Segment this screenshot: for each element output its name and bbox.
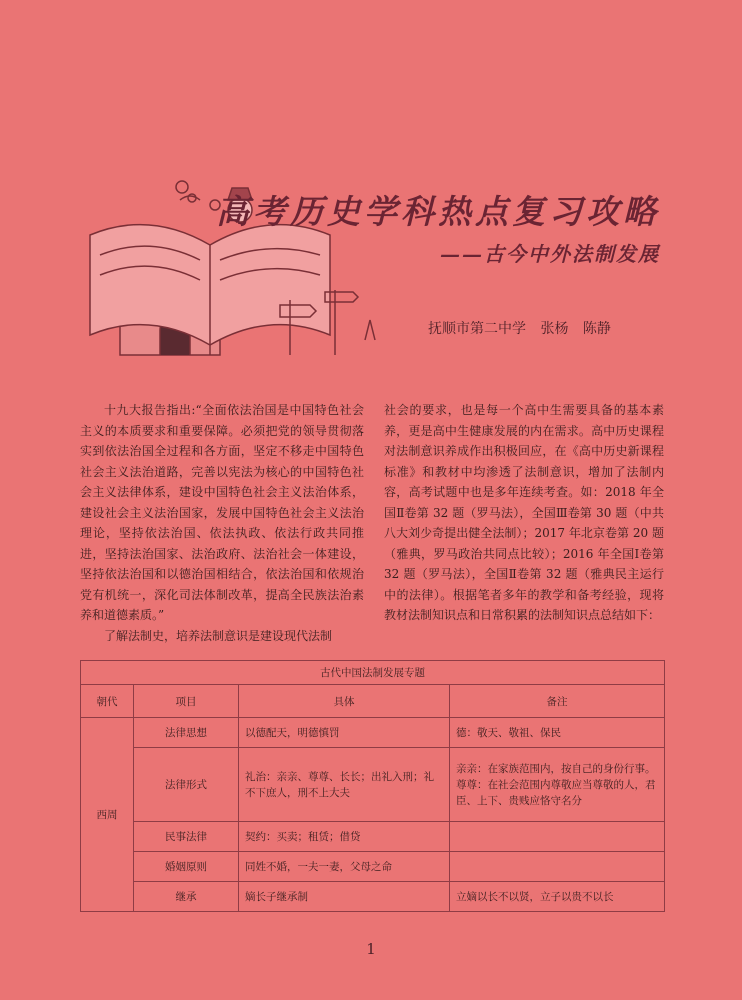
table-header-detail: 具体 [239,685,450,718]
note-cell: 德：敬天、敬祖、保民 [450,718,665,748]
book-castle-illustration [80,140,380,370]
item-cell: 继承 [134,882,239,912]
page-title: 高考历史学科热点复习攻略 [216,192,660,231]
note-cell: 亲亲：在家族范围内，按自己的身份行事。尊尊：在社会范围内尊敬应当尊敬的人，君臣、上下、贵贱应恪守名分 [450,748,665,822]
table-header-era: 朝代 [81,685,134,718]
table-row [81,822,665,852]
table-row [81,718,665,748]
paragraph: 了解法制史，培养法制意识是建设现代法制 [104,628,333,643]
table-row [81,852,665,882]
detail-cell: 嫡长子继承制 [239,882,450,912]
detail-cell: 礼治：亲亲、尊尊、长长；出礼入刑；礼不下庶人，刑不上大夫 [239,748,450,822]
detail-cell: 同姓不婚，一夫一妻，父母之命 [239,852,450,882]
paragraph: 十九大报告指出:“全面依法治国是中国特色社会主义的本质要求和重要保障。必须把党的领导贯彻落实到依法治国全过程和各方面，坚定不移走中国特色社会主义法治道路，完善以宪法为核心的中国特色社会主义法律体系，建设中国特色社会主义法治体系，建设社会主义法治国家，发展中国特色社会主义法治理论，坚持依法治国、依法执政、依法行政共同推进，坚持法治国家、法治政府、法治社会一体建设，坚持依法治国和以德治国相结合，依法治国和依规治党有机统一，深化司法体制改革，提高全民族法治素养和道德素质。” [80,403,364,622]
table-row [81,748,665,822]
item-cell: 婚姻原则 [134,852,239,882]
body-column-right [384,400,664,626]
page-subtitle: ——古今中外法制发展 [440,242,660,266]
page-number: 1 [366,940,376,958]
note-cell: 立嫡以长不以贤，立子以贵不以长 [450,882,665,912]
paragraph: 社会的要求，也是每一个高中生需要具备的基本素养，更是高中生健康发展的内在需求。高中历史课程对法制意识养成作出积极回应，在《高中历史新课程标准》和教材中均渗透了法制意识，增加了法制内容，高考试题中也是多年连续考查。如：2018 年全国Ⅱ卷第 32 题（罗马法），全国Ⅲ卷第 30 题（中共八大刘少奇提出健全法制）；2017 年北京卷第 20 题（雅典，罗马政治共同点比较）；2016 年全国Ⅰ卷第 32 题（罗马法），全国Ⅱ卷第 32 题（雅典民主运行中的法律）。根据笔者多年的教学和备考经验，现将教材法制知识点和日常积累的法制知识点总结如下： [384,403,664,622]
detail-cell: 以德配天，明德慎罚 [239,718,450,748]
era-cell: 西周 [81,718,134,912]
table-row [81,882,665,912]
body-column-left [80,400,364,646]
law-history-table [80,660,665,912]
table-header-note: 备注 [450,685,665,718]
note-cell [450,822,665,852]
author-line: 抚顺市第二中学 张杨 陈静 [428,321,611,337]
note-cell [450,852,665,882]
detail-cell: 契约：买卖；租赁；借贷 [239,822,450,852]
table-title: 古代中国法制发展专题 [81,661,665,685]
item-cell: 法律形式 [134,748,239,822]
item-cell: 法律思想 [134,718,239,748]
item-cell: 民事法律 [134,822,239,852]
table-header-item: 项目 [134,685,239,718]
